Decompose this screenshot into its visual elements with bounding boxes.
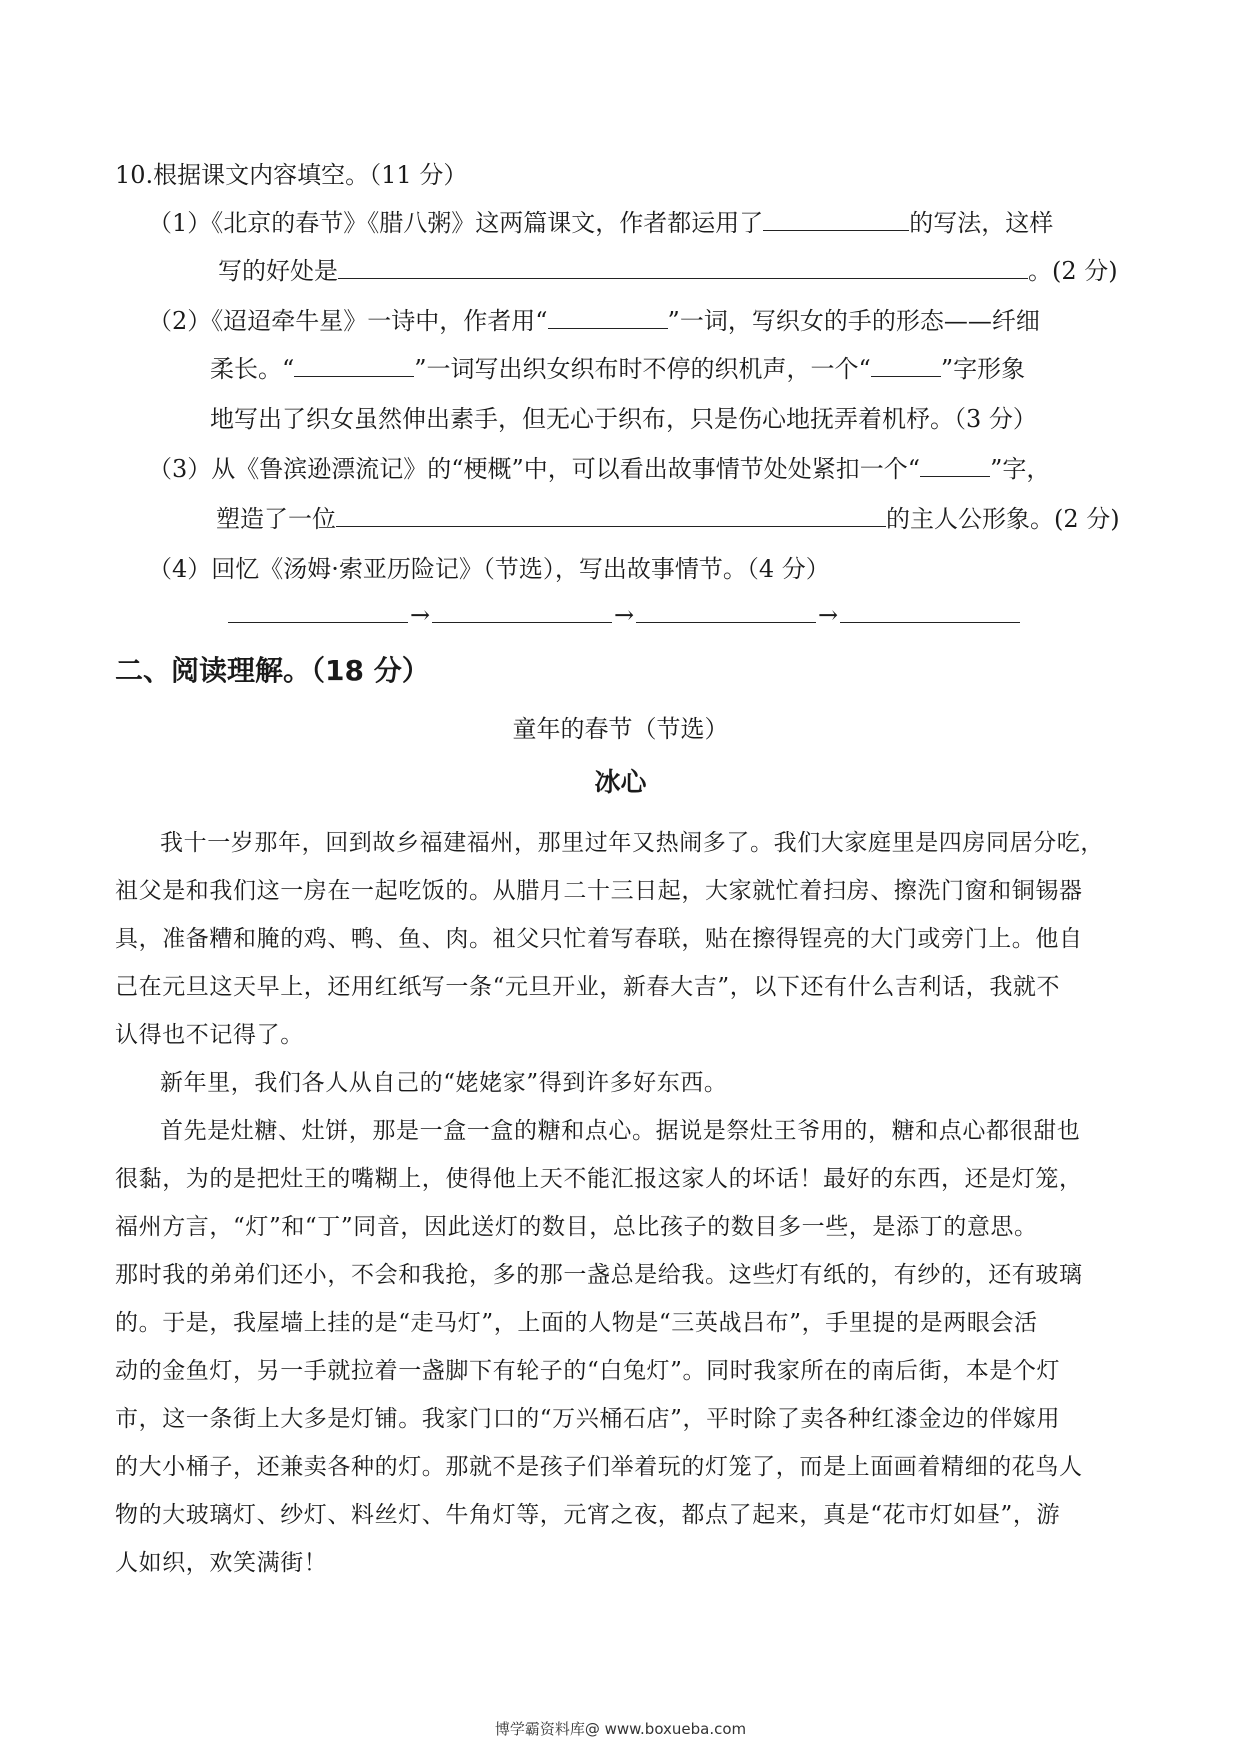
answer-blank[interactable] <box>338 254 1028 279</box>
passage-title: 童年的春节（节选） <box>512 715 729 743</box>
question-10-part-3-cont <box>216 502 1120 536</box>
passage-line: 祖父是和我们这一房在一起吃饭的。从腊月二十三日起，大家就忙着扫房、擦洗门窗和铜锡器 <box>115 878 1083 904</box>
passage-line: 的大小桶子，还兼卖各种的灯。那就不是孩子们举着玩的灯笼了，而是上面画着精细的花鸟人 <box>115 1454 1083 1480</box>
q3-text-c: 塑造了一位 <box>216 505 336 533</box>
question-10-heading: 10.根据课文内容填空。（11 分） <box>115 161 468 189</box>
q3-text-b: ”字， <box>990 455 1051 483</box>
question-10-part-4: （4）回忆《汤姆·索亚历险记》（节选），写出故事情节。（4 分） <box>148 555 830 583</box>
q1-text-d: 。(2 分) <box>1028 257 1118 285</box>
q2-text-e: ”字形象 <box>940 355 1026 383</box>
section-2-heading: 二、阅读理解。（18 分） <box>115 654 430 687</box>
arrow-right-icon: → <box>613 601 635 629</box>
answer-blank[interactable] <box>763 206 909 231</box>
passage-line: 我十一岁那年，回到故乡福建福州，那里过年又热闹多了。我们大家庭里是四房同居分吃， <box>160 830 1104 856</box>
q2-text-d: ”一词写出织女织布时不停的织机声，一个“ <box>414 355 871 383</box>
answer-blank[interactable] <box>294 352 414 377</box>
plot-sequence <box>228 598 1020 632</box>
question-10-part-1 <box>148 206 1053 240</box>
passage-line: 具，准备糟和腌的鸡、鸭、鱼、肉。祖父只忙着写春联，贴在擦得锃亮的大门或旁门上。他自 <box>115 926 1083 952</box>
q3-text-a: （3）从《鲁滨逊漂流记》的“梗概”中，可以看出故事情节处处紧扣一个“ <box>148 455 921 483</box>
arrow-right-icon: → <box>409 601 431 629</box>
question-10-part-1-cont <box>218 254 1118 288</box>
passage-line: 新年里，我们各人从自己的“姥姥家”得到许多好东西。 <box>160 1070 728 1096</box>
passage-line: 人如织，欢笑满街！ <box>115 1550 328 1576</box>
question-10-part-2-end: 地写出了织女虽然伸出素手，但无心于织布，只是伤心地抚弄着机杼。（3 分） <box>210 405 1037 433</box>
q1-text-c: 写的好处是 <box>218 257 338 285</box>
plot-blank-4[interactable] <box>840 598 1020 623</box>
plot-blank-1[interactable] <box>228 598 408 623</box>
passage-line: 动的金鱼灯，另一手就拉着一盏脚下有轮子的“白兔灯”。同时我家所在的南后街，本是个灯 <box>115 1358 1061 1384</box>
plot-blank-3[interactable] <box>636 598 816 623</box>
q2-text-c: 柔长。“ <box>210 355 295 383</box>
passage-author: 冰心 <box>594 768 647 798</box>
answer-blank[interactable] <box>548 304 668 329</box>
passage-line: 福州方言，“灯”和“丁”同音，因此送灯的数目，总比孩子的数目多一些，是添丁的意思。 <box>115 1214 1038 1240</box>
passage-line: 认得也不记得了。 <box>115 1022 304 1048</box>
passage-line: 市，这一条街上大多是灯铺。我家门口的“万兴桶石店”，平时除了卖各种红漆金边的伴嫁用 <box>115 1406 1061 1432</box>
arrow-right-icon: → <box>817 601 839 629</box>
passage-line: 那时我的弟弟们还小，不会和我抢，多的那一盏总是给我。这些灯有纸的，有纱的，还有玻璃 <box>115 1262 1083 1288</box>
q2-text-b: ”一词，写织女的手的形态——纤细 <box>667 307 1040 335</box>
passage-line: 己在元旦这天早上，还用红纸写一条“元旦开业，新春大吉”，以下还有什么吉利话，我就不 <box>115 974 1061 1000</box>
question-10-part-3 <box>148 452 1050 486</box>
q2-text-a: （2）《迢迢牵牛星》一诗中，作者用“ <box>148 307 548 335</box>
q3-text-d: 的主人公形象。(2 分) <box>886 505 1120 533</box>
passage-line: 物的大玻璃灯、纱灯、料丝灯、牛角灯等，元宵之夜，都点了起来，真是“花市灯如昼”，游 <box>115 1502 1061 1528</box>
passage-line: 的。于是，我屋墙上挂的是“走马灯”，上面的人物是“三英战吕布”，手里提的是两眼会活 <box>115 1310 1038 1336</box>
q1-text-a: （1）《北京的春节》《腊八粥》这两篇课文，作者都运用了 <box>148 209 764 237</box>
question-10-part-2-cont <box>210 352 1025 386</box>
footer-watermark: 博学霸资料库@ www.boxueba.com <box>494 1720 747 1738</box>
answer-blank[interactable] <box>336 502 886 527</box>
answer-blank[interactable] <box>920 452 990 477</box>
q1-text-b: 的写法，这样 <box>909 209 1054 237</box>
answer-blank[interactable] <box>871 352 941 377</box>
plot-blank-2[interactable] <box>432 598 612 623</box>
question-10-part-2 <box>148 304 1040 338</box>
passage-line: 很黏，为的是把灶王的嘴糊上，使得他上天不能汇报这家人的坏话！最好的东西，还是灯笼， <box>115 1166 1083 1192</box>
passage-line: 首先是灶糖、灶饼，那是一盒一盒的糖和点心。据说是祭灶王爷用的，糖和点心都很甜也 <box>160 1118 1081 1144</box>
